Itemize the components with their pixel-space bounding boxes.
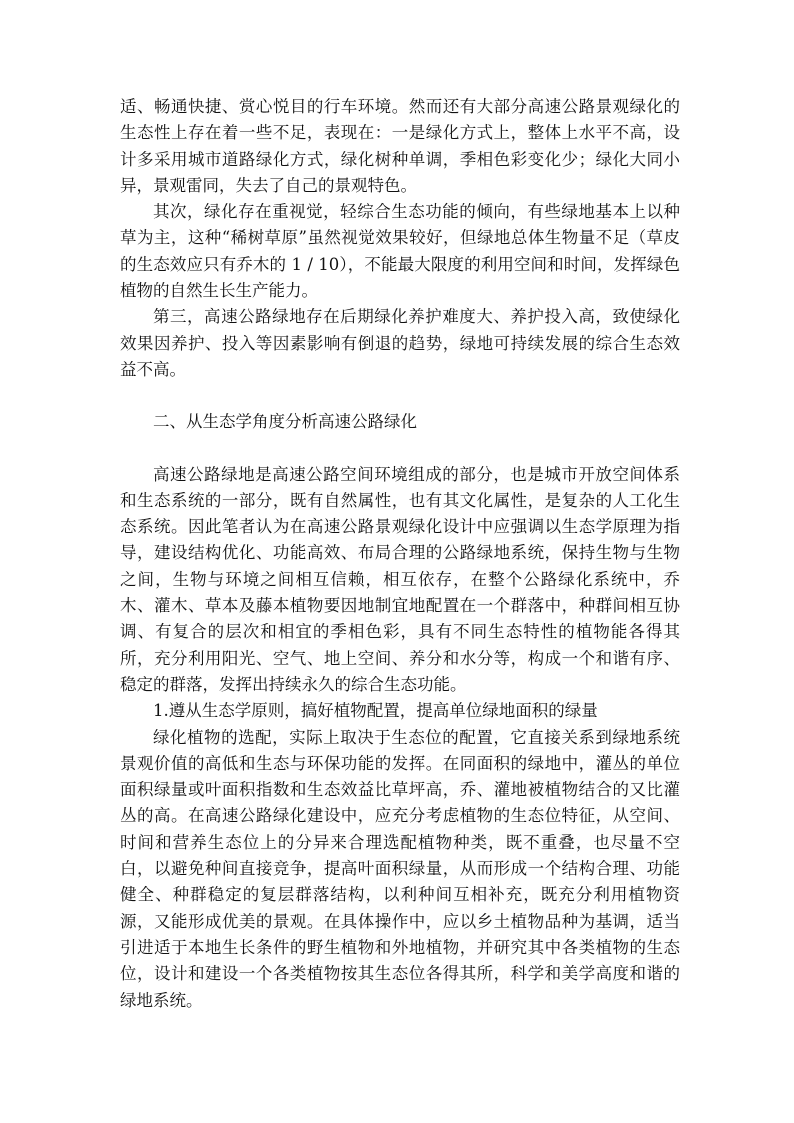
- paragraph-third: 第三，高速公路绿地存在后期绿化养护难度大、养护投入高，致使绿化效果因养护、投入等因素影响有倒退的趋势，绿地可持续发展的综合生态效益不高。: [120, 307, 680, 379]
- paragraph-plant-selection: 绿化植物的选配，实际上取决于生态位的配置，它直接关系到绿地系统景观价值的高低和生态与环保功能的发挥。在同面积的绿地中，灌丛的单位面积绿量或叶面积指数和生态效益比草坪高，乔、灌地被植物结合的又比灌丛的高。在高速公路绿化建设中，应充分考虑植物的生态位特征，从空间、时间和营养生态位上的分异来合理选配植物种类，既不重叠，也尽量不空白，以避免种间直接竞争，提高叶面积绿量，从而形成一个结构合理、功能健全、种群稳定的复层群落结构，以利种间互相补充，既充分利用植物资源，又能形成优美的景观。在具体操作中，应以乡土植物品种为基调，适当引进适于本地生长条件的野生植物和外地植物，并研究其中各类植物的生态位，设计和建设一个各类植物按其生态位各得其所，科学和美学高度和谐的绿地系统。: [120, 727, 680, 1010]
- section-heading: 二、从生态学角度分析高速公路绿化: [153, 412, 417, 432]
- paragraph-second: 其次，绿化存在重视觉，轻综合生态功能的倾向，有些绿地基本上以种草为主，这种“稀树草原”虽然视觉效果较好，但绿地总体生物量不足（草皮的生态效应只有乔木的 1 / 10），不能最大限度的利用空间和时间，发挥绿色植物的自然生长生产能力。: [120, 202, 680, 301]
- subheading-principle-1: 1.遵从生态学原则，搞好植物配置，提高单位绿地面积的绿量: [153, 701, 598, 721]
- paragraph-ecology-system: 高速公路绿地是高速公路空间环境组成的部分，也是城市开放空间体系和生态系统的一部分，既有自然属性，也有其文化属性，是复杂的人工化生态系统。因此笔者认为在高速公路景观绿化设计中应强调以生态学原理为指导，建设结构优化、功能高效、布局合理的公路绿地系统，保持生物与生物之间，生物与环境之间相互信赖，相互依存，在整个公路绿化系统中，乔木、灌木、草本及藤本植物要因地制宜地配置在一个群落中，种群间相互协调、有复合的层次和相宜的季相色彩，具有不同生态特性的植物能各得其所，充分利用阳光、空气、地上空间、养分和水分等，构成一个和谐有序、稳定的群落，发挥出持续永久的综合生态功能。: [120, 464, 680, 694]
- paragraph-green-issues: 适、畅通快捷、赏心悦目的行车环境。然而还有大部分高速公路景观绿化的生态性上存在着一些不足，表现在：一是绿化方式上，整体上水平不高，设计多采用城市道路绿化方式，绿化树种单调，季相色彩变化少；绿化大同小异，景观雷同，失去了自己的景观特色。: [120, 97, 680, 195]
- document-body: [120, 94, 680, 1014]
